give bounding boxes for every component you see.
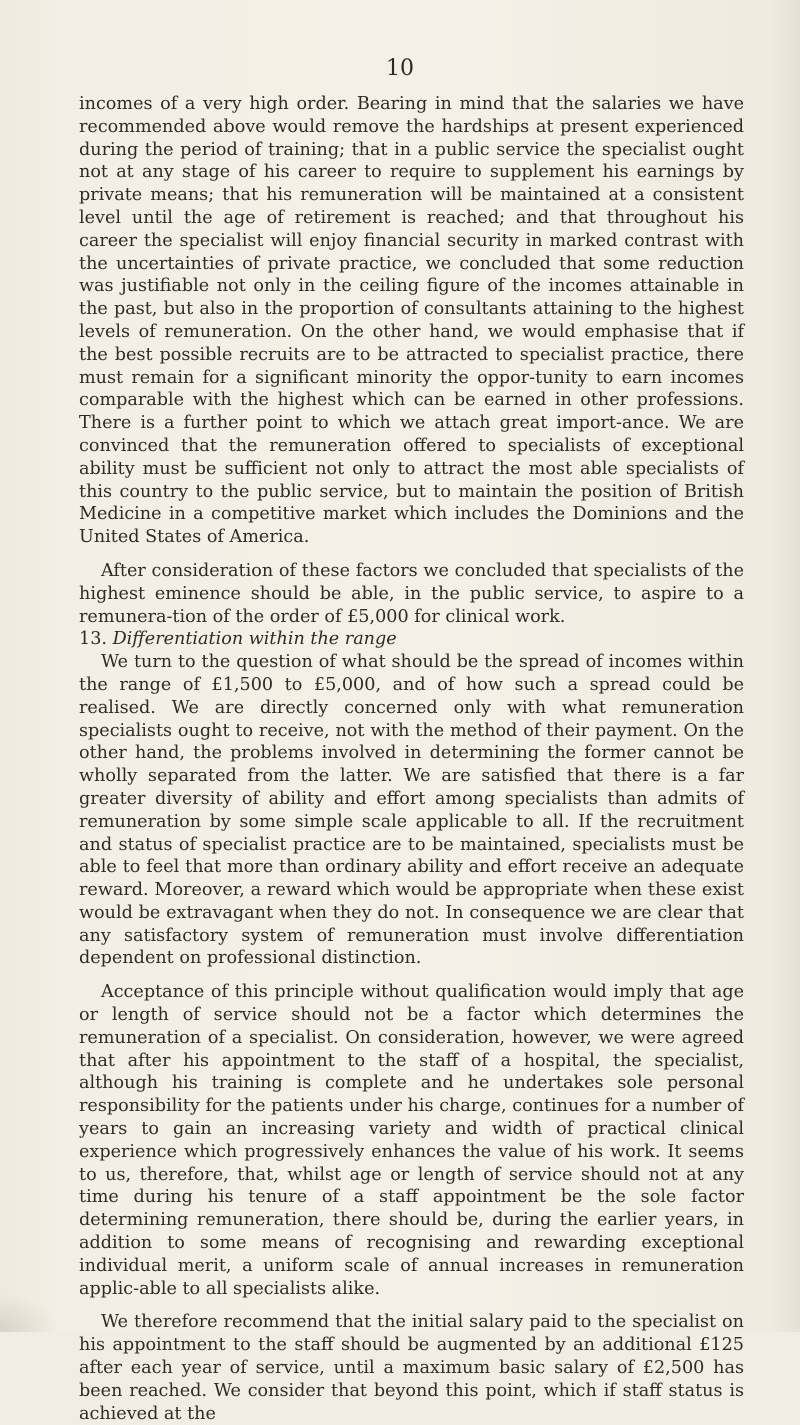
paragraph: We turn to the question of what should be the spread of incomes within the range of £1,500 to £5,000, and of how such a spread could be realised. We are directly concerned only with what remuneration specialists ought to receive, not with the method of their payment. On the other hand, the problems involved in determining the former cannot be wholly separated from the latter. We are satisfied that there is a far greater diversity of ability and effort among specialists than admits of remuneration by some simple scale applicable to all. If the recruitment and status of specialist practice are to be maintained, specialists must be able to feel that more than ordinary ability and effort receive an adequate reward. Moreover, a reward which would be appropriate when these exist would be extravagant when they do not. In consequence we are clear that any satisfactory system of remuneration must involve differentiation dependent on professional distinction. [79, 652, 744, 969]
section-number: 13. [79, 629, 107, 650]
page-edge-shadow [770, 0, 800, 1332]
section-heading [79, 628, 744, 651]
body-text [79, 93, 744, 1425]
paragraph: Acceptance of this principle without qualification would imply that age or length of service should not be a factor which determines the remuneration of a specialist. On consideration, however, we were agreed that after his appointment to the staff of a hospital, the specialist, although his training is complete and he undertakes sole personal responsibility for the patients under his charge, continues for a number of years to gain an increasing variety and width of practical clinical experience which progressively enhances the value of his work. It seems to us, therefore, that, whilst age or length of service should not at any time during his tenure of a staff appointment be the sole factor determining remuneration, there should be, during the earlier years, in addition to some means of recognising and rewarding exceptional individual merit, a uniform scale of annual increases in remuneration applic-able to all specialists alike. [79, 982, 744, 1299]
page-corner-shadow [0, 1292, 60, 1332]
paragraph: We therefore recommend that the initial salary paid to the specialist on his appointment to the staff should be augmented by an additional £125 after each year of service, until a maximum basic salary of £2,500 has been reached. We consider that beyond this point, which if staff status is achieved at the [79, 1312, 744, 1424]
section-title: Differentiation within the range [112, 629, 397, 650]
paragraph: After consideration of these factors we concluded that specialists of the highest eminence should be able, in the public service, to aspire to a remunera-tion of the order of £5,000 for clinical work. [79, 560, 744, 627]
paragraph: incomes of a very high order. Bearing in mind that the salaries we have recommended above would remove the hardships at present experienced during the period of training; that in a public service the specialist ought not at any stage of his career to require to supplement his earnings by private means; that his remuneration will be maintained at a consistent level until the age of retirement is reached; and that throughout his career the specialist will enjoy financial security in marked contrast with the uncertainties of private practice, we concluded that some reduction was justifiable not only in the ceiling figure of the incomes attainable in the past, but also in the proportion of consultants attaining to the highest levels of remuneration. On the other hand, we would emphasise that if the best possible recruits are to be attracted to specialist practice, there must remain for a significant minority the oppor-tunity to earn incomes comparable with the highest which can be earned in other professions. There is a further point to which we attach great import-ance. We are convinced that the remuneration offered to specialists of exceptional ability must be sufficient not only to attract the most able specialists of this country to the public service, but to maintain the position of British Medicine in a competitive market which includes the Dominions and the United States of America. [79, 94, 744, 548]
page-number: 10 [386, 56, 414, 81]
